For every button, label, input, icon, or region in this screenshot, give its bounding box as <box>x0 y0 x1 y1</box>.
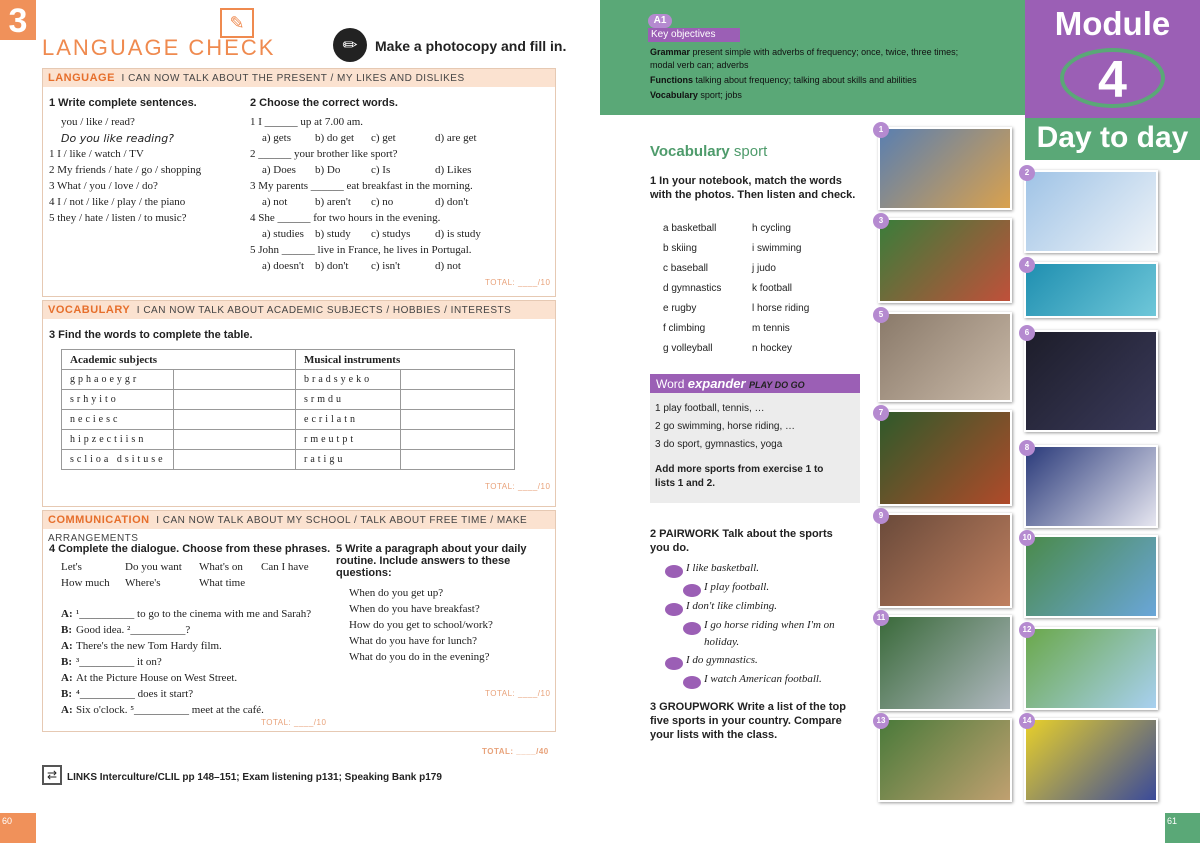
objective-grammar-cont: modal verb can; adverbs <box>650 60 749 70</box>
speaker-label: A: <box>61 640 73 652</box>
module-subtitle: Day to day <box>1036 121 1189 154</box>
photocopy-instruction: Make a photocopy and fill in. <box>375 38 567 54</box>
sport-photo <box>1024 445 1158 528</box>
objective-vocabulary: Vocabulary sport; jobs <box>650 90 742 100</box>
answer-cell[interactable] <box>174 390 296 410</box>
language-check-icon: ✎ <box>220 8 254 38</box>
phrase: Where's <box>125 577 161 589</box>
choice-sentence: 2 ______ your brother like sport? <box>250 148 398 160</box>
expander-line: 2 go swimming, horse riding, … <box>655 421 796 432</box>
choice-option[interactable]: d) don't <box>435 196 469 208</box>
speaker-label: B: <box>61 656 72 668</box>
choice-option[interactable]: d) is study <box>435 228 481 240</box>
exercise-4-title: 4 Complete the dialogue. Choose from these phrases. <box>49 543 331 555</box>
page-number-left: 60 <box>0 813 36 843</box>
choice-option[interactable]: d) Likes <box>435 164 472 176</box>
col-header-subjects: Academic subjects <box>62 350 174 370</box>
dialogue-line: I watch American football. <box>704 673 822 685</box>
choice-option[interactable]: c) isn't <box>371 260 401 272</box>
speaker-label: B: <box>61 688 72 700</box>
grand-total: TOTAL: ____/40 <box>482 747 549 756</box>
jumbled-word: srmdu <box>296 390 401 410</box>
exercise-5-total: TOTAL: ____/10 <box>485 689 551 698</box>
photo-number: 1 <box>873 122 889 138</box>
sport-word: k football <box>752 283 793 294</box>
answer-cell[interactable] <box>174 410 296 430</box>
module-number: 4 <box>1060 48 1165 108</box>
vocabulary-header: VOCABULARY I CAN NOW TALK ABOUT ACADEMIC SUBJECTS / HOBBIES / INTERESTS <box>43 301 555 319</box>
speech-bubble-icon <box>665 565 683 578</box>
dialogue-line: I do gymnastics. <box>686 654 758 666</box>
example-line: you / like / read? <box>61 116 135 128</box>
table-row <box>62 430 515 450</box>
jumbled-word: ecrilatn <box>296 410 401 430</box>
dialogue-line: ³__________ it on? <box>76 656 162 668</box>
choice-sentence: 1 I ______ up at 7.00 am. <box>250 116 364 128</box>
sport-photo <box>878 513 1012 608</box>
sport-word: n hockey <box>752 343 793 354</box>
sport-word: d gymnastics <box>663 283 722 294</box>
jumbled-word: hipzectiisn <box>62 430 174 450</box>
photo-number: 11 <box>873 610 889 626</box>
choice-option[interactable]: b) don't <box>315 260 349 272</box>
sport-word: f climbing <box>663 323 706 334</box>
photo-number: 6 <box>1019 325 1035 341</box>
speaker-label: A: <box>61 672 73 684</box>
dialogue-line: I go horse riding when I'm on <box>704 619 835 631</box>
table-row <box>62 370 515 390</box>
question-line: What do you have for lunch? <box>349 635 477 647</box>
sport-photo <box>1024 330 1158 432</box>
expander-line: 3 do sport, gymnastics, yoga <box>655 439 783 450</box>
objectives-title: Key objectives <box>648 28 740 42</box>
sport-photo <box>1024 170 1158 253</box>
phrase: Do you want <box>125 561 182 573</box>
photo-number: 14 <box>1019 713 1035 729</box>
expander-line: 1 play football, tennis, … <box>655 403 765 414</box>
sentence-item: 3 What / you / love / do? <box>49 180 158 192</box>
choice-sentence: 3 My parents ______ eat breakfast in the morning. <box>250 180 473 192</box>
dialogue-line: There's the new Tom Hardy film. <box>76 640 222 652</box>
choice-option[interactable]: a) not <box>262 196 288 208</box>
sport-photo <box>1024 627 1158 710</box>
choice-option[interactable]: a) doesn't <box>262 260 304 272</box>
exercise-5-title: 5 Write a paragraph about your daily routine. Include answers to these questions: <box>336 543 527 579</box>
sport-word: i swimming <box>752 243 802 254</box>
unit-number: 3 <box>0 0 36 40</box>
sport-photo <box>878 312 1012 402</box>
expander-task: Add more sports from exercise 1 to lists 1 and 2. <box>655 464 824 489</box>
choice-option[interactable]: c) studys <box>371 228 411 240</box>
vocabulary-section <box>42 300 556 507</box>
sport-photo <box>878 718 1012 802</box>
sport-photo <box>1024 262 1158 318</box>
sport-photo <box>1024 718 1158 802</box>
language-section <box>42 68 556 297</box>
vocabulary-title: Vocabulary sport <box>650 143 768 160</box>
photo-number: 2 <box>1019 165 1035 181</box>
dialogue-line: holiday. <box>704 636 740 648</box>
sport-word: b skiing <box>663 243 697 254</box>
objective-grammar: Grammar present simple with adverbs of frequency; once, twice, three times; <box>650 47 959 57</box>
photo-number: 12 <box>1019 622 1035 638</box>
choice-option[interactable]: d) not <box>435 260 461 272</box>
jumbled-word: rmeutpt <box>296 430 401 450</box>
dialogue-line: Good idea. ²__________? <box>76 624 191 636</box>
sport-word: l horse riding <box>752 303 810 314</box>
dialogue-line: At the Picture House on West Street. <box>76 672 238 684</box>
page-title: LANGUAGE CHECK <box>42 35 276 60</box>
col-header-instruments: Musical instruments <box>296 350 401 370</box>
dialogue-line: I like basketball. <box>686 562 760 574</box>
exercise-1-title: 1 Write complete sentences. <box>49 97 197 109</box>
sport-word: j judo <box>752 263 776 274</box>
jumbled-word: sclioa dsituse <box>62 450 174 470</box>
choice-option[interactable]: c) get <box>371 132 396 144</box>
jumbled-word: srhyito <box>62 390 174 410</box>
sport-word: a basketball <box>663 223 717 234</box>
question-line: When do you have breakfast? <box>349 603 480 615</box>
jumbled-word: bradsyeko <box>296 370 401 390</box>
dialogue-line: I play football. <box>704 581 770 593</box>
answer-cell[interactable] <box>401 410 515 430</box>
sport-word: c baseball <box>663 263 709 274</box>
speech-bubble-icon <box>665 657 683 670</box>
exercise-4-total: TOTAL: ____/10 <box>261 718 327 727</box>
answer-cell[interactable] <box>401 370 515 390</box>
sport-photo <box>878 615 1012 711</box>
choice-sentence: 4 She ______ for two hours in the evening. <box>250 212 441 224</box>
choice-option[interactable]: b) Do <box>315 164 341 176</box>
choice-option[interactable]: a) studies <box>262 228 304 240</box>
sentence-item: 4 I / not / like / play / the piano <box>49 196 186 208</box>
choice-option[interactable]: b) study <box>315 228 351 240</box>
table-row <box>62 390 515 410</box>
example-answer: Do you like reading? <box>61 132 175 145</box>
photo-number: 13 <box>873 713 889 729</box>
answer-cell[interactable] <box>174 370 296 390</box>
photo-number: 5 <box>873 307 889 323</box>
section-total: TOTAL: ____/10 <box>485 278 551 287</box>
choice-option[interactable]: a) gets <box>262 132 292 144</box>
communication-header: COMMUNICATION I CAN NOW TALK ABOUT MY SCHOOL / TALK ABOUT FREE TIME / MAKE ARRANGEMENTS <box>43 511 555 529</box>
sentence-item: 2 My friends / hate / go / shopping <box>49 164 202 176</box>
speaker-label: B: <box>61 624 72 636</box>
exercise-3-title: 3 Find the words to complete the table. <box>49 329 253 341</box>
links-text[interactable]: LINKS Interculture/CLIL pp 148–151; Exam listening p131; Speaking Bank p179 <box>67 772 442 783</box>
jumbled-word: ratigu <box>296 450 401 470</box>
phrase: Can I have <box>261 561 309 573</box>
choice-option[interactable]: b) do get <box>315 132 355 144</box>
photo-number: 8 <box>1019 440 1035 456</box>
speech-bubble-icon <box>683 622 701 635</box>
jumbled-word: gphaoeygr <box>62 370 174 390</box>
sport-photo <box>878 218 1012 303</box>
dialogue-line: I don't like climbing. <box>686 600 777 612</box>
question-line: How do you get to school/work? <box>349 619 493 631</box>
sport-word: e rugby <box>663 303 697 314</box>
pencil-icon: ✏ <box>333 28 367 62</box>
answer-cell[interactable] <box>401 390 515 410</box>
phrase: Let's <box>61 561 82 573</box>
language-header: LANGUAGE I CAN NOW TALK ABOUT THE PRESENT / MY LIKES AND DISLIKES <box>43 69 555 87</box>
links-icon: ⇄ <box>42 765 62 785</box>
answer-cell[interactable] <box>174 450 296 470</box>
phrase: How much <box>61 577 110 589</box>
exercise-2-instruction: 2 PAIRWORK Talk about the sports you do. <box>650 528 833 554</box>
communication-section <box>42 510 556 732</box>
dialogue-line: ⁴__________ does it start? <box>76 688 194 700</box>
choice-option[interactable]: a) Does <box>262 164 296 176</box>
photo-number: 4 <box>1019 257 1035 273</box>
speech-bubble-icon <box>665 603 683 616</box>
table-row <box>62 450 515 470</box>
sport-photo <box>1024 535 1158 618</box>
choice-option[interactable]: d) are get <box>435 132 477 144</box>
sentence-item: 5 they / hate / listen / to music? <box>49 212 187 224</box>
speech-bubble-icon <box>683 676 701 689</box>
answer-cell[interactable] <box>401 450 515 470</box>
level-badge: A1 <box>648 14 672 28</box>
speech-bubble-icon <box>683 584 701 597</box>
exercise-3-instruction: 3 GROUPWORK Write a list of the top five sports in your country. Compare your lists with the class. <box>650 701 846 741</box>
sport-word: m tennis <box>752 323 790 334</box>
choice-sentence: 5 John ______ live in France, he lives in Portugal. <box>250 244 472 256</box>
photo-number: 7 <box>873 405 889 421</box>
sport-word: h cycling <box>752 223 791 234</box>
section-total: TOTAL: ____/10 <box>485 482 551 491</box>
sport-word: g volleyball <box>663 343 713 354</box>
exercise-1-instruction: 1 In your notebook, match the words with the photos. Then listen and check. <box>650 175 856 201</box>
question-line: What do you do in the evening? <box>349 651 490 663</box>
answer-cell[interactable] <box>401 430 515 450</box>
jumbled-word: neciesc <box>62 410 174 430</box>
photo-number: 10 <box>1019 530 1035 546</box>
photo-number: 9 <box>873 508 889 524</box>
module-label: Module <box>1054 5 1171 42</box>
exercise-2-title: 2 Choose the correct words. <box>250 97 398 109</box>
dialogue-line: Six o'clock. ⁵__________ meet at the café. <box>76 704 264 716</box>
choice-option[interactable]: c) no <box>371 196 394 208</box>
photo-number: 3 <box>873 213 889 229</box>
page-number-right: 61 <box>1165 813 1200 843</box>
word-expander-header: Word expander PLAY DO GO <box>650 374 860 393</box>
objective-functions: Functions talking about frequency; talking about skills and abilities <box>650 75 917 85</box>
sentence-item: 1 I / like / watch / TV <box>49 148 144 160</box>
sport-photo <box>878 127 1012 210</box>
choice-option[interactable]: c) Is <box>371 164 391 176</box>
word-table <box>61 349 515 470</box>
sport-photo <box>878 410 1012 506</box>
table-row <box>62 410 515 430</box>
dialogue-line: ¹__________ to go to the cinema with me and Sarah? <box>76 608 312 620</box>
answer-cell[interactable] <box>174 430 296 450</box>
speaker-label: A: <box>61 704 73 716</box>
speaker-label: A: <box>61 608 73 620</box>
phrase: What time <box>199 577 246 589</box>
phrase: What's on <box>199 561 243 573</box>
question-line: When do you get up? <box>349 587 444 599</box>
choice-option[interactable]: b) aren't <box>315 196 351 208</box>
